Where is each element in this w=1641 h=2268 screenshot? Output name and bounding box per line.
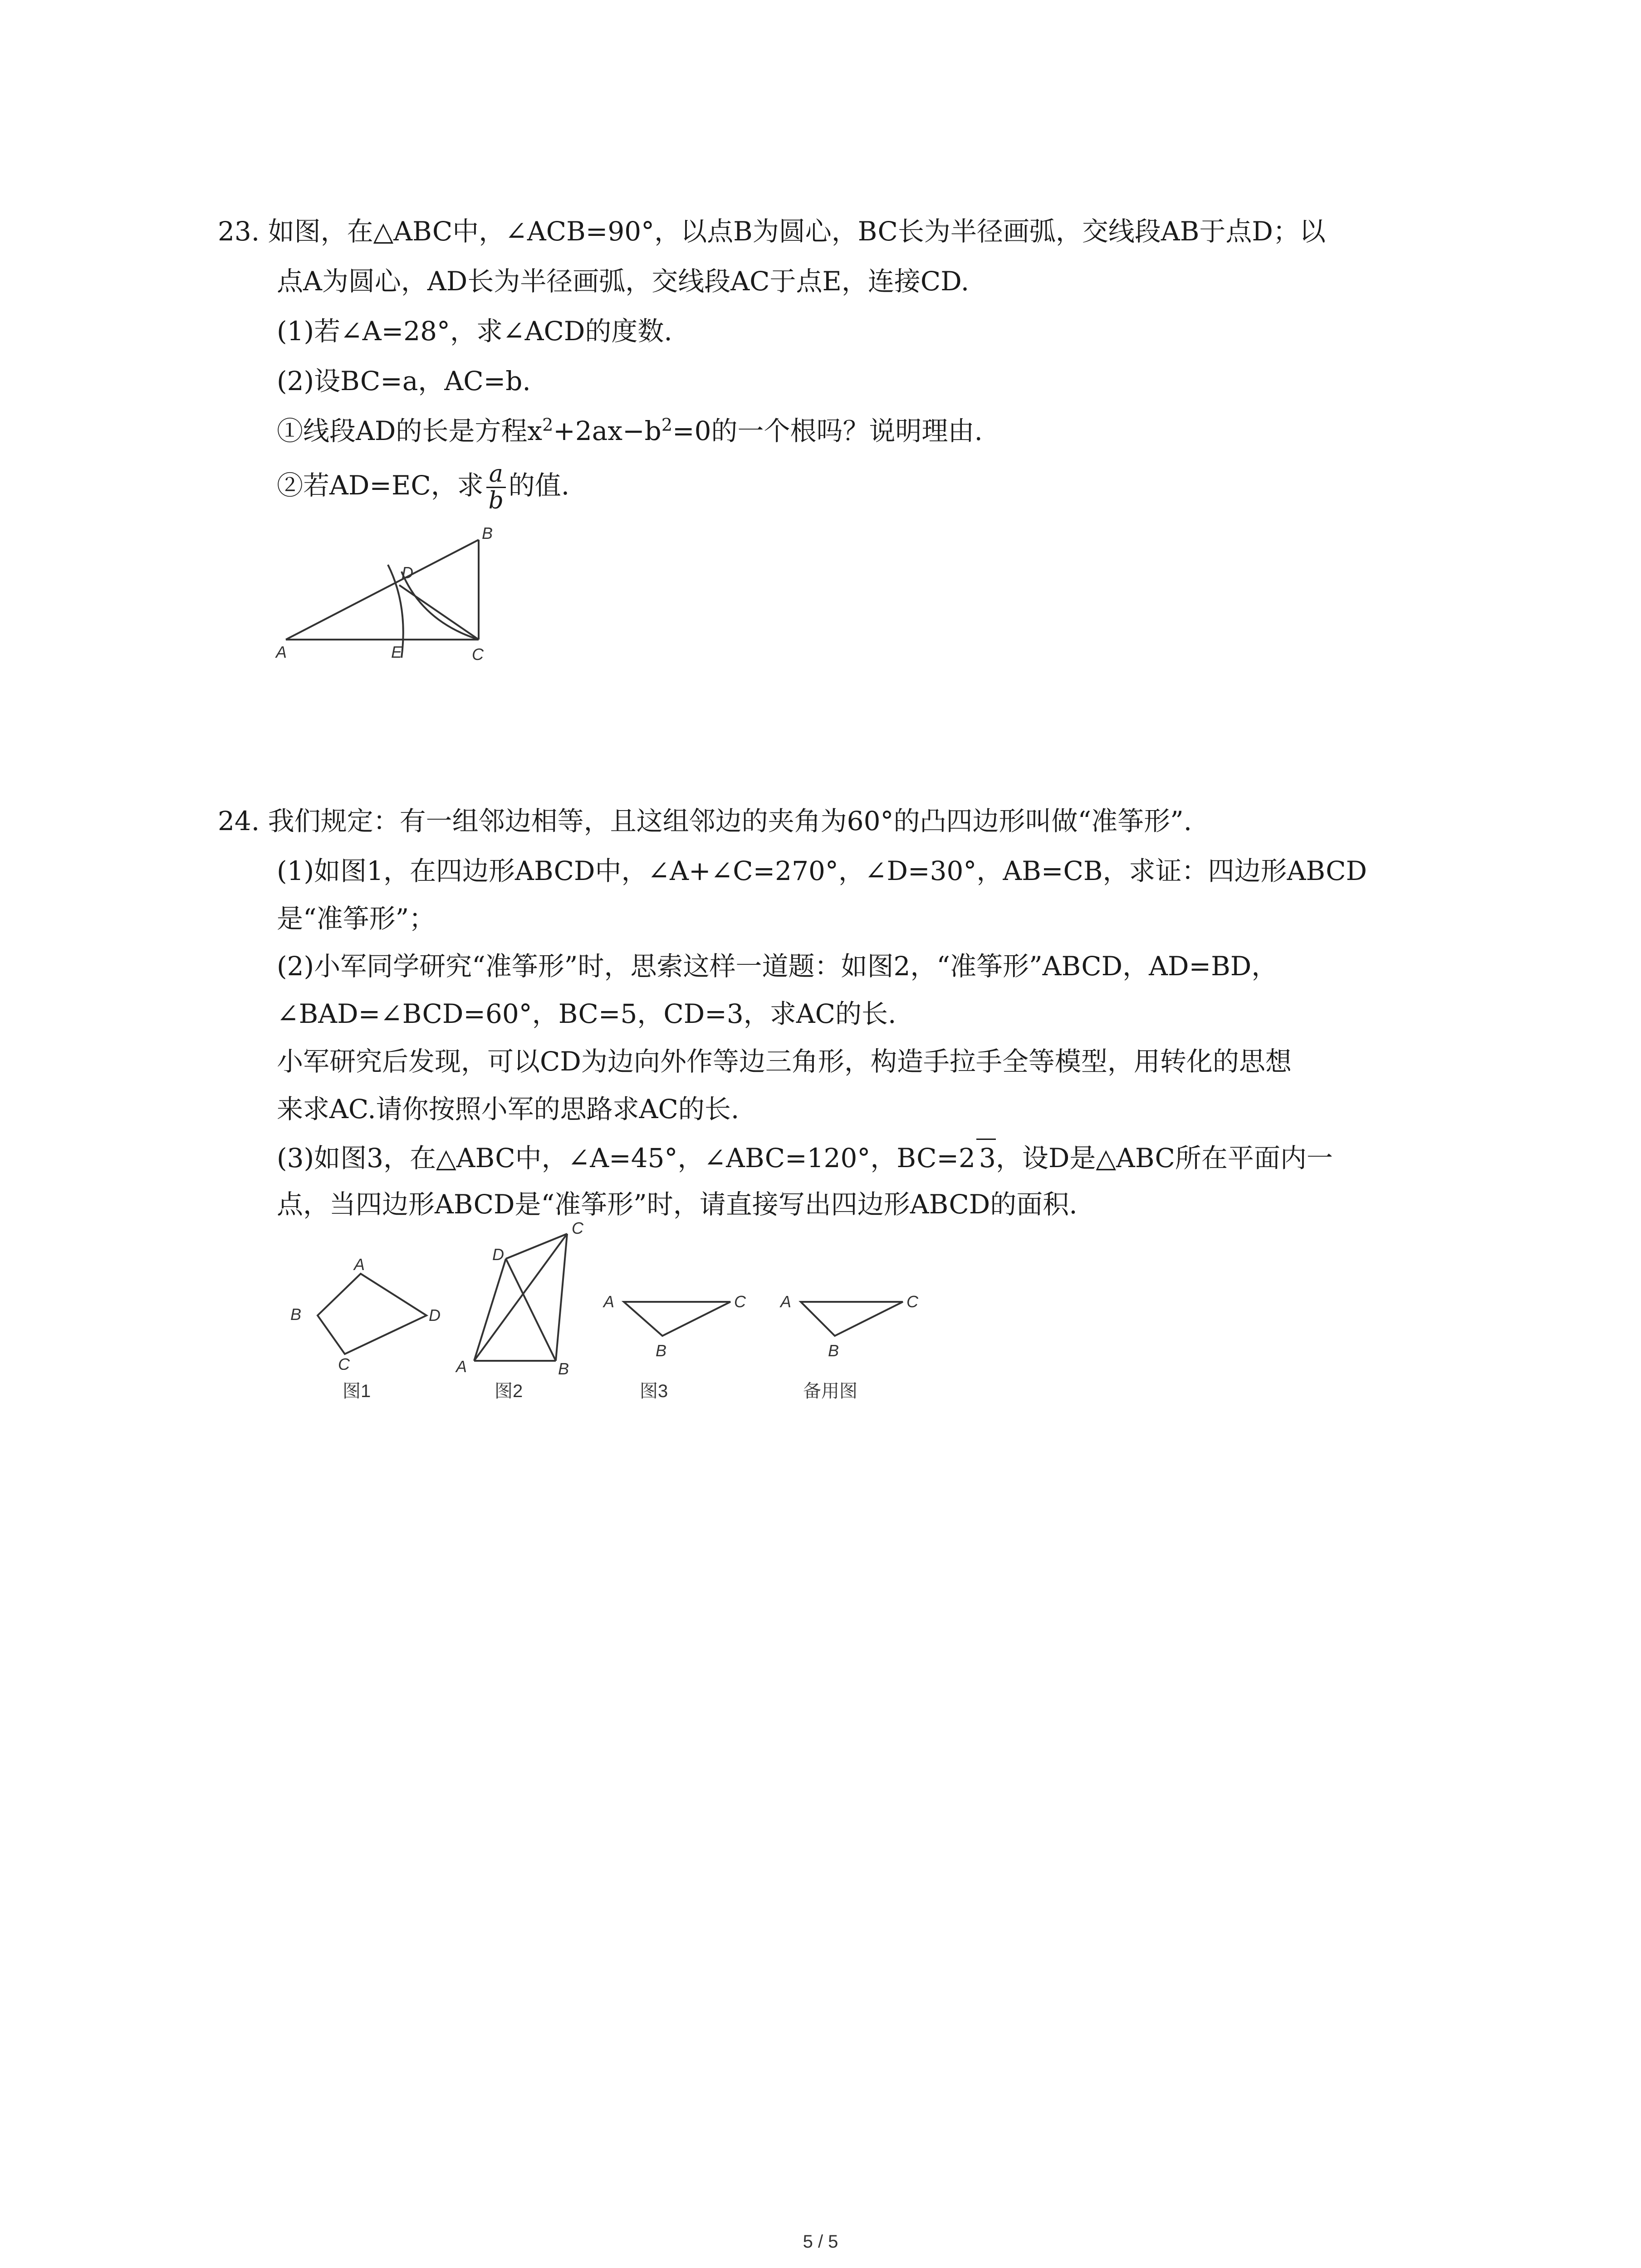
fraction-numerator: a (486, 461, 506, 488)
fig1-label-d: D (429, 1306, 441, 1325)
q23-figure (272, 522, 526, 673)
caption-fig2: 图2 (495, 1381, 523, 1401)
label-e: E (391, 643, 402, 661)
q23-sub1-post: =0的一个根吗？说明理由. (672, 415, 983, 446)
q24-line-1: 24. 我们规定：有一组邻边相等，且这组邻边的夹角为60°的凸四边形叫做“准筝形”. (218, 806, 1192, 836)
page-number: 5 / 5 (803, 2232, 838, 2252)
caption-fig3: 图3 (640, 1381, 668, 1401)
q24-spare-figure (776, 1284, 939, 1363)
q24-part-3-cont: 点，当四边形ABCD是“准筝形”时，请直接写出四边形ABCD的面积. (277, 1189, 1078, 1220)
q24-part-2: (2)小军同学研究“准筝形”时，思索这样一道题：如图2，“准筝形”ABCD，AD=BD， (277, 951, 1278, 982)
fig1-label-a: A (354, 1255, 365, 1274)
fig2-label-a: A (456, 1357, 467, 1376)
triangle-abc-fig3 (624, 1302, 730, 1336)
q24-hint-1: 小军研究后发现，可以CD为边向外作等边三角形，构造手拉手全等模型，用转化的思想 (277, 1046, 1292, 1077)
label-d: D (402, 563, 413, 582)
q23-line-2: 点A为圆心，AD长为半径画弧，交线段AC于点E，连接CD. (277, 266, 970, 297)
fig2-label-d: D (492, 1245, 504, 1264)
q24-p3-pre: (3)如图3，在△ABC中，∠A=45°，∠ABC=120°，BC=2 (277, 1143, 975, 1173)
q24-part-3 (277, 1139, 1333, 1176)
q24-figure-3 (599, 1284, 762, 1363)
q23-sub1-sup1: 2 (542, 415, 554, 435)
spare-label-a: A (780, 1292, 792, 1311)
segment-ab (286, 540, 479, 640)
caption-spare: 备用图 (803, 1381, 857, 1401)
q23-part-2: (2)设BC=a，AC=b. (277, 366, 531, 396)
q23-sub2-pre: ②若AD=EC，求 (277, 470, 484, 501)
label-c: C (472, 645, 484, 664)
q24-part-1-cont: 是“准筝形”； (277, 903, 436, 934)
fraction-denominator: b (488, 487, 504, 515)
q23-sub1-pre: ①线段AD的长是方程x (277, 415, 543, 446)
q24-hint-2: 来求AC.请你按照小军的思路求AC的长. (277, 1094, 740, 1124)
fig2-label-b: B (558, 1359, 569, 1378)
q24-figure-2 (449, 1216, 603, 1381)
q24-p3-post: ，设D是△ABC所在平面内一 (995, 1143, 1333, 1173)
triangle-abc-spare (801, 1302, 903, 1336)
q23-sub-2 (277, 458, 569, 513)
fig3-label-b: B (656, 1341, 667, 1360)
label-b: B (482, 524, 493, 543)
sqrt-radicand: 3 (976, 1139, 996, 1176)
q23-part-1: (1)若∠A=28°，求∠ACD的度数. (277, 316, 672, 347)
fig2-label-c: C (572, 1219, 583, 1237)
fig1-label-b: B (290, 1305, 302, 1324)
spare-label-b: B (828, 1341, 839, 1360)
q24-part-2-cont: ∠BAD=∠BCD=60°，BC=5，CD=3，求AC的长. (277, 998, 896, 1029)
fig3-label-c: C (734, 1292, 746, 1311)
fig1-label-c: C (338, 1355, 350, 1370)
q24-part-1: (1)如图1，在四边形ABCD中，∠A+∠C=270°，∠D=30°，AB=CB，求证：四边形ABCD (277, 855, 1367, 886)
fig3-label-a: A (603, 1292, 615, 1311)
q23-fraction (486, 461, 506, 513)
q23-sub2-post: 的值. (508, 470, 570, 501)
spare-label-c: C (906, 1292, 918, 1311)
segment-cd (399, 585, 479, 640)
caption-fig1: 图1 (343, 1381, 371, 1401)
q23-sub1-sup2: 2 (661, 415, 672, 435)
q23-sub1-mid: +2ax−b (553, 415, 661, 446)
q23-sub-1 (277, 413, 983, 449)
label-a: A (276, 643, 287, 661)
quad-abcd-fig1 (318, 1274, 426, 1354)
q24-figure-1 (281, 1252, 445, 1372)
q23-line-1: 23. 如图，在△ABC中，∠ACB=90°，以点B为圆心，BC长为半径画弧，交线段AB于点D；以 (218, 216, 1326, 247)
